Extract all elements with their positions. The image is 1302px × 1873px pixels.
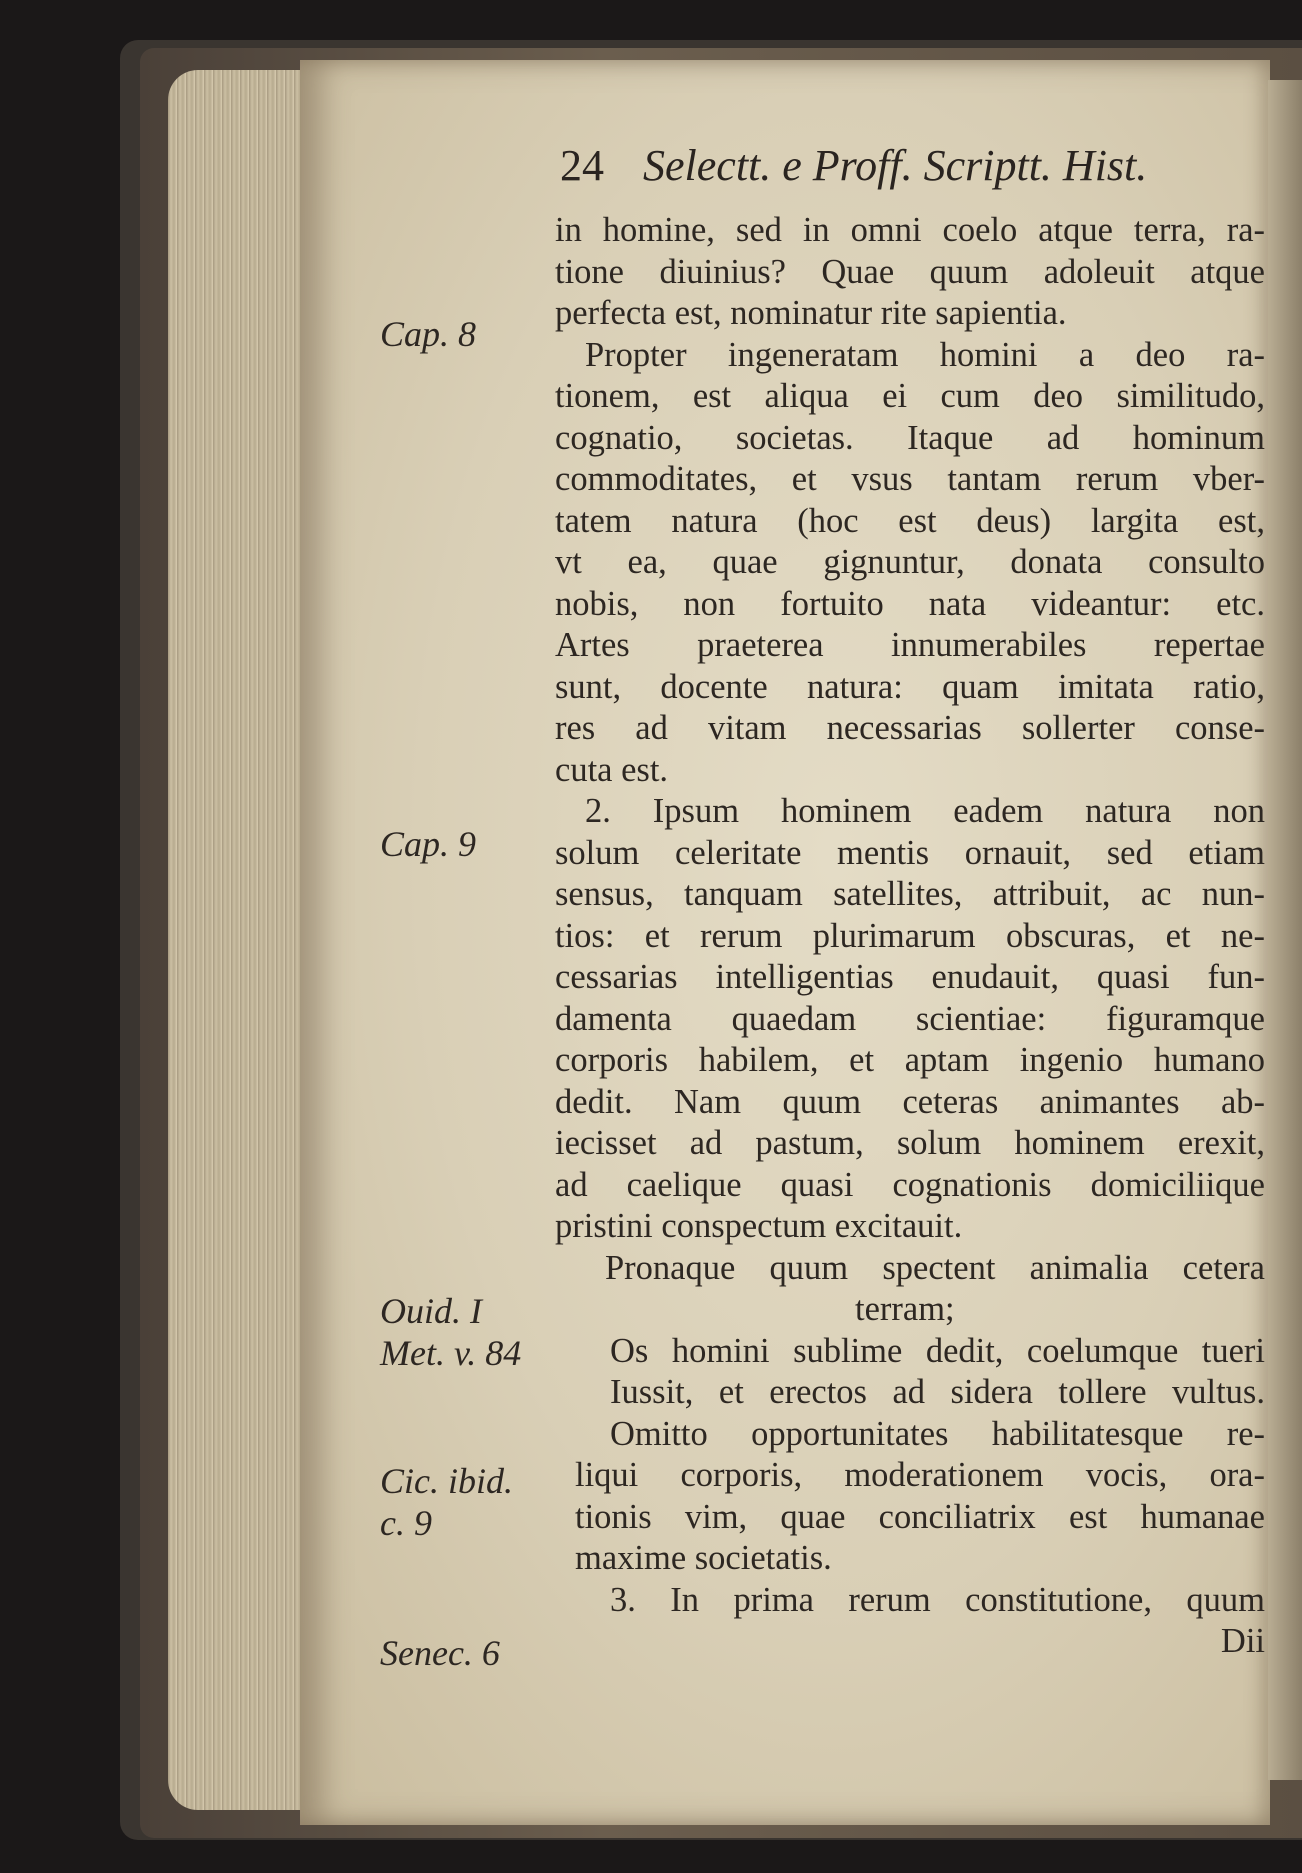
margin-note-line: Cap. 9 (380, 824, 477, 864)
text-line: 3. In prima rerum constitutione, quum (610, 1580, 1265, 1619)
text-line: liqui corporis, moderationem vocis, ora- (575, 1456, 1265, 1494)
catchword: Dii (1220, 1622, 1265, 1660)
text-line: ad caelique quasi cognationis domiciliique (555, 1165, 1265, 1204)
text-line: corporis habilem, et aptam ingenio humano (555, 1041, 1265, 1079)
margin-note-line: Cap. 8 (380, 314, 477, 354)
text-line: sensus, tanquam satellites, attribuit, ac nun- (555, 875, 1265, 913)
text-line: cognatio, societas. Itaque ad hominum (555, 418, 1265, 457)
text-line: Omitto opportunitates habilitatesque re- (610, 1414, 1265, 1453)
text-line: commoditates, et vsus tantam rerum vber- (555, 460, 1265, 498)
margin-note-line: Senec. 6 (380, 1633, 500, 1673)
text-line: Propter ingeneratam homini a deo ra- (585, 335, 1265, 374)
margin-note (380, 313, 550, 355)
text-line: cessarias intelligentias enudauit, quasi fun- (555, 958, 1265, 996)
text-line: tionem, est aliqua ei cum deo similitudo, (555, 377, 1265, 415)
margin-note-line: c. 9 (380, 1503, 432, 1543)
next-page-edge (1268, 80, 1302, 1780)
text-line: sunt, docente natura: quam imitata ratio, (555, 667, 1265, 706)
text-line: 2. Ipsum hominem eadem natura non (585, 792, 1265, 830)
text-line: perfecta est, nominatur rite sapientia. (555, 294, 1067, 332)
margin-note-line: Met. v. 84 (380, 1333, 522, 1373)
text-line: vt ea, quae gignuntur, donata consulto (555, 543, 1265, 581)
text-line: maxime societatis. (575, 1539, 832, 1577)
text-line: tione diuinius? Quae quum adoleuit atque (555, 252, 1265, 291)
margin-note-line: Ouid. I (380, 1291, 482, 1331)
text-line: pristini conspectum excitauit. (555, 1207, 963, 1245)
text-line: dedit. Nam quum ceteras animantes ab- (555, 1082, 1265, 1121)
text-line: iecisset ad pastum, solum hominem erexit, (555, 1124, 1265, 1162)
text-line: cuta est. (555, 750, 669, 789)
text-line: nobis, non fortuito nata videantur: etc. (555, 584, 1265, 623)
text-line: damenta quaedam scientiae: figuramque (555, 999, 1265, 1038)
margin-note (380, 823, 550, 865)
text-line: tatem natura (hoc est deus) largita est, (555, 501, 1265, 540)
verse-line: Os homini sublime dedit, coelumque tueri (610, 1331, 1265, 1370)
text-line: solum celeritate mentis ornauit, sed etiam (555, 833, 1265, 872)
running-header (560, 140, 1147, 191)
running-title: Selectt. e Proff. Scriptt. Hist. (643, 141, 1148, 190)
text-line: in homine, sed in omni coelo atque terra, ra- (555, 211, 1265, 249)
verse-line: terram; (855, 1290, 955, 1328)
body-text (555, 210, 1265, 1663)
text-line: res ad vitam necessarias sollerter conse- (555, 709, 1265, 747)
page-number: 24 (560, 141, 604, 190)
verse-line: Pronaque quum spectent animalia cetera (605, 1248, 1265, 1287)
margin-note-line: Cic. ibid. (380, 1461, 513, 1501)
text-line: tios: et rerum plurimarum obscuras, et ne- (555, 916, 1265, 955)
margin-note (380, 1632, 550, 1674)
verse-line: Iussit, et erectos ad sidera tollere vultus. (610, 1373, 1265, 1411)
margin-note (380, 1460, 550, 1544)
text-line: Artes praeterea innumerabiles repertae (555, 626, 1265, 664)
margin-note (380, 1290, 550, 1374)
text-line: tionis vim, quae conciliatrix est humanae (575, 1497, 1265, 1536)
